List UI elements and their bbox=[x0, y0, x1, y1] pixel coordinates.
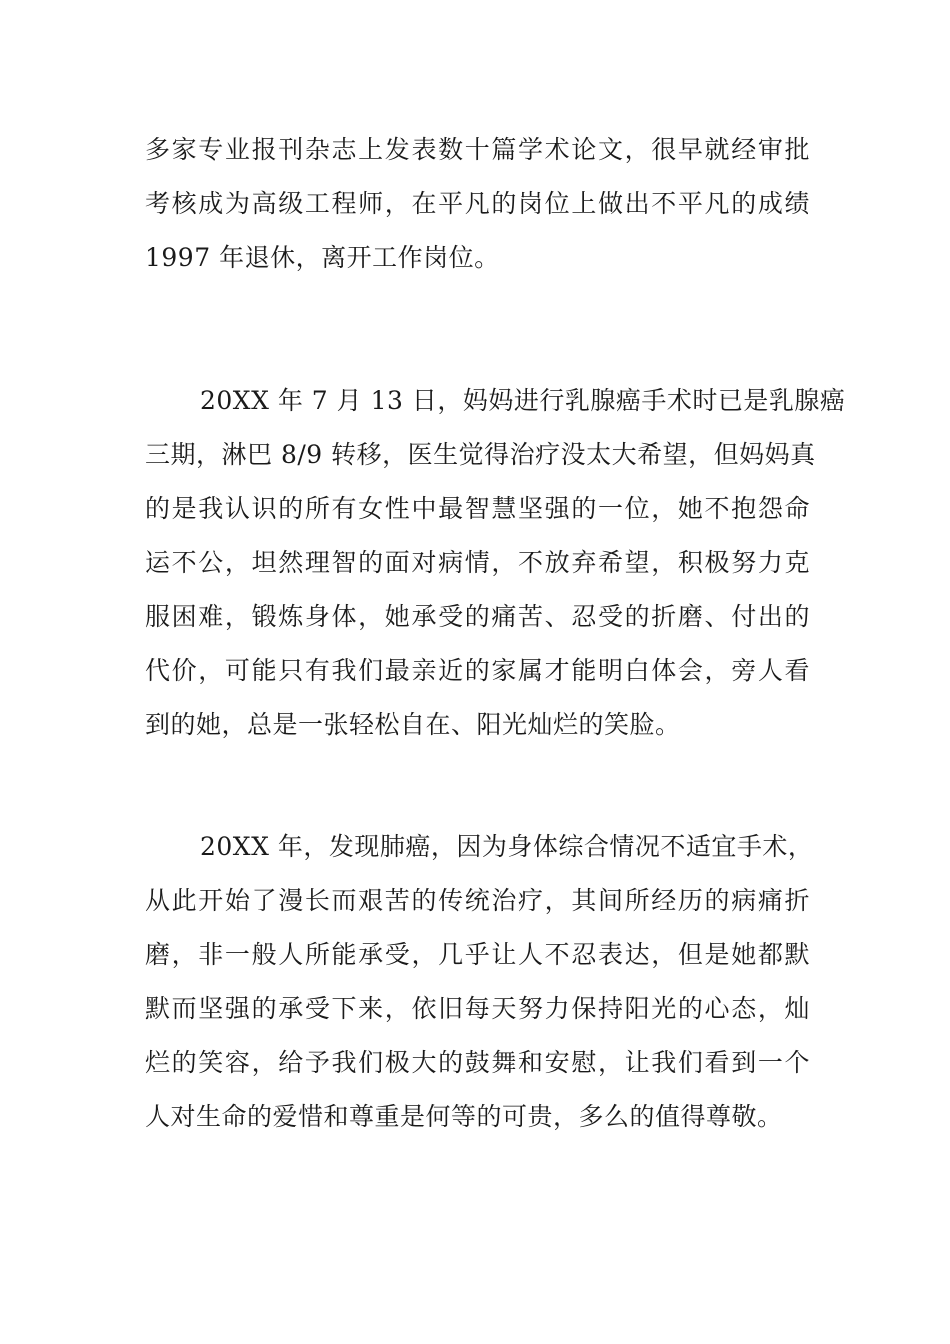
paragraph-line: 1997 年退休，离开工作岗位。 bbox=[145, 243, 500, 272]
paragraph-line: 的是我认识的所有女性中最智慧坚强的一位，她不抱怨命 bbox=[145, 494, 810, 523]
paragraph-line: 考核成为高级工程师，在平凡的岗位上做出不平凡的成绩 bbox=[145, 189, 810, 218]
paragraph-3 bbox=[145, 820, 814, 1144]
paragraph-line: 20XX 年 7 月 13 日，妈妈进行乳腺癌手术时已是乳腺癌 bbox=[200, 386, 846, 415]
paragraph-2 bbox=[145, 374, 846, 752]
paragraph-line: 从此开始了漫长而艰苦的传统治疗，其间所经历的病痛折 bbox=[145, 886, 810, 915]
paragraph-line: 到的她，总是一张轻松自在、阳光灿烂的笑脸。 bbox=[145, 710, 681, 739]
paragraph-line: 服困难，锻炼身体，她承受的痛苦、忍受的折磨、付出的 bbox=[145, 602, 810, 631]
paragraph-line: 三期，淋巴 8/9 转移，医生觉得治疗没太大希望，但妈妈真 bbox=[145, 440, 816, 469]
paragraph-line: 烂的笑容，给予我们极大的鼓舞和安慰，让我们看到一个 bbox=[145, 1048, 810, 1077]
paragraph-line: 人对生命的爱惜和尊重是何等的可贵，多么的值得尊敬。 bbox=[145, 1102, 783, 1131]
paragraph-line: 默而坚强的承受下来，依旧每天努力保持阳光的心态，灿 bbox=[145, 994, 810, 1023]
paragraph-line: 多家专业报刊杂志上发表数十篇学术论文，很早就经审批 bbox=[145, 135, 810, 164]
paragraph-line: 磨，非一般人所能承受，几乎让人不忍表达，但是她都默 bbox=[145, 940, 810, 969]
paragraph-line: 20XX 年，发现肺癌，因为身体综合情况不适宜手术， bbox=[200, 832, 814, 861]
paragraph-line: 运不公，坦然理智的面对病情，不放弃希望，积极努力克 bbox=[145, 548, 810, 577]
paragraph-1 bbox=[145, 123, 810, 285]
paragraph-line: 代价，可能只有我们最亲近的家属才能明白体会，旁人看 bbox=[145, 656, 810, 685]
